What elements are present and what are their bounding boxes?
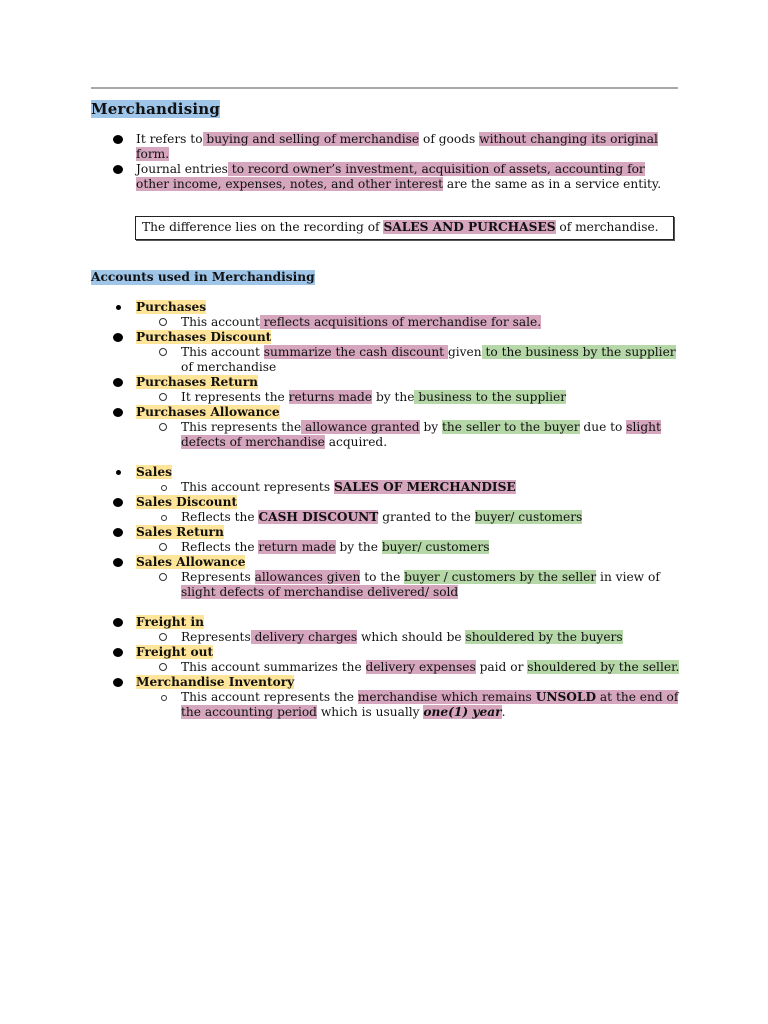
text-segment: This account summarizes the — [181, 660, 366, 674]
account-description — [136, 480, 681, 495]
bullet-disc-icon — [113, 558, 123, 567]
text-segment: paid or — [475, 660, 528, 674]
account-name: Sales Allowance — [136, 555, 246, 569]
bullet-circle-icon — [161, 515, 167, 521]
account-item — [91, 525, 681, 555]
account-item — [91, 330, 681, 375]
account-item — [91, 555, 681, 600]
account-item — [91, 405, 681, 450]
highlighted-text-pink: delivery charges — [250, 630, 358, 644]
highlighted-text-green: the seller to the buyer — [442, 420, 580, 434]
account-item — [91, 645, 681, 675]
highlighted-text-pink: without changing its original form. — [136, 132, 658, 161]
bullet-disc-icon — [113, 648, 123, 657]
highlighted-text-pink: merchandise which remains — [357, 690, 536, 704]
highlighted-text-pink: return made — [258, 540, 336, 554]
account-description — [136, 660, 681, 675]
account-description-list — [136, 480, 681, 495]
account-name: Purchases Allowance — [136, 405, 280, 419]
bullet-circle-icon — [159, 423, 167, 431]
account-description-list — [136, 420, 681, 450]
highlighted-text-pink: one(1) year — [423, 705, 502, 719]
bullet-disc-icon — [113, 678, 123, 687]
account-description — [136, 570, 681, 600]
account-name: Merchandise Inventory — [136, 675, 295, 689]
highlighted-text-pink: buying and selling of merchandise — [202, 132, 420, 146]
highlighted-text-pink: to record owner’s investment, acquisition of assets, accounting for other income, expenses, notes, and other interest — [136, 162, 645, 191]
highlighted-text-pink: slight defects of merchandise delivered/ sold — [181, 585, 459, 599]
text-segment: This account represents — [181, 480, 334, 494]
account-name: Sales Return — [136, 525, 224, 539]
text-segment: by the — [335, 540, 382, 554]
bullet-circle-icon — [161, 695, 167, 701]
highlighted-text-green: business to the supplier — [414, 390, 567, 404]
account-name: Freight in — [136, 615, 204, 629]
text-segment: of merchandise — [181, 360, 277, 374]
account-name: Freight out — [136, 645, 214, 659]
intro-bullet-list — [91, 132, 681, 192]
bullet-circle-icon — [159, 633, 167, 641]
bullet-small-icon — [116, 305, 121, 310]
highlighted-text-pink: CASH DISCOUNT — [258, 510, 379, 524]
highlighted-text-green: shouldered by the seller. — [527, 660, 680, 674]
account-description — [136, 315, 681, 330]
text-segment: which is usually — [317, 705, 424, 719]
highlighted-text-pink: at the end of the accounting period — [181, 690, 679, 719]
callout-suffix: of merchandise. — [555, 220, 659, 234]
account-name: Sales Discount — [136, 495, 238, 509]
account-description-list — [136, 690, 681, 720]
account-description-list — [136, 660, 681, 675]
text-segment: due to — [579, 420, 627, 434]
text-segment: Journal entries — [136, 162, 228, 176]
account-item — [91, 615, 681, 645]
bullet-circle-icon — [161, 485, 167, 491]
text-segment: given — [447, 345, 482, 359]
callout-box — [135, 216, 674, 240]
bullet-disc-icon — [113, 498, 123, 507]
text-segment: This represents the — [181, 420, 302, 434]
text-segment: by the — [372, 390, 415, 404]
account-description-list — [136, 570, 681, 600]
text-segment: . — [501, 705, 506, 719]
bullet-small-icon — [116, 470, 121, 475]
text-segment: of goods — [419, 132, 480, 146]
account-description — [136, 510, 681, 525]
account-description — [136, 630, 681, 645]
bullet-disc-icon — [113, 528, 123, 537]
bullet-circle-icon — [159, 318, 167, 326]
highlighted-text-pink: allowances given — [254, 570, 361, 584]
text-segment: by — [419, 420, 443, 434]
bullet-circle-icon — [159, 543, 167, 551]
account-description-list — [136, 510, 681, 525]
highlighted-text-green: buyer/ customers — [474, 510, 583, 524]
highlighted-text-pink: UNSOLD — [535, 690, 597, 704]
text-segment: Reflects the — [181, 540, 259, 554]
accounts-list — [91, 300, 681, 720]
text-segment: This account represents the — [181, 690, 358, 704]
text-segment: which should be — [357, 630, 466, 644]
highlighted-text-pink: allowance granted — [301, 420, 420, 434]
text-segment: It represents the — [181, 390, 289, 404]
account-description — [136, 390, 681, 405]
text-segment: This account — [181, 315, 260, 329]
account-item — [91, 375, 681, 405]
account-name: Purchases — [136, 300, 207, 314]
document-page — [91, 100, 681, 720]
horizontal-rule — [91, 87, 678, 89]
text-segment: to the — [360, 570, 405, 584]
highlighted-text-green: buyer/ customers — [381, 540, 490, 554]
callout-emphasis: SALES AND PURCHASES — [383, 220, 556, 234]
bullet-disc-icon — [113, 378, 123, 387]
highlighted-text-pink: summarize the cash discount — [263, 345, 448, 359]
text-segment: granted to the — [378, 510, 475, 524]
account-description-list — [136, 630, 681, 645]
intro-bullet-item — [91, 132, 681, 162]
bullet-circle-icon — [159, 348, 167, 356]
account-name: Purchases Return — [136, 375, 258, 389]
account-description — [136, 540, 681, 555]
account-description — [136, 690, 681, 720]
account-item — [91, 675, 681, 720]
callout-prefix: The difference lies on the recording of — [142, 220, 384, 234]
text-segment: Represents — [181, 570, 255, 584]
bullet-disc-icon — [113, 333, 123, 342]
text-segment: in view of — [596, 570, 660, 584]
account-description — [136, 345, 681, 375]
bullet-disc-icon — [113, 135, 123, 144]
text-segment: acquired. — [324, 435, 388, 449]
text-segment: Represents — [181, 630, 251, 644]
bullet-circle-icon — [159, 573, 167, 581]
account-name: Purchases Discount — [136, 330, 272, 344]
account-item — [91, 300, 681, 330]
bullet-disc-icon — [113, 408, 123, 417]
bullet-disc-icon — [113, 165, 123, 174]
account-item — [91, 495, 681, 525]
highlighted-text-green: shouldered by the buyers — [465, 630, 623, 644]
highlighted-text-pink: slight defects of merchandise — [181, 420, 661, 449]
highlighted-text-pink: delivery expenses — [365, 660, 476, 674]
account-item — [91, 465, 681, 495]
bullet-circle-icon — [159, 663, 167, 671]
text-segment: are the same as in a service entity. — [442, 177, 662, 191]
account-description-list — [136, 315, 681, 330]
section-title-accounts: Accounts used in Merchandising — [91, 270, 315, 284]
account-name: Sales — [136, 465, 172, 479]
bullet-circle-icon — [159, 393, 167, 401]
intro-bullet-item — [91, 162, 681, 192]
bullet-disc-icon — [113, 618, 123, 627]
highlighted-text-pink: returns made — [288, 390, 373, 404]
account-description — [136, 420, 681, 450]
highlighted-text-pink: SALES OF MERCHANDISE — [333, 480, 516, 494]
account-description-list — [136, 540, 681, 555]
account-description-list — [136, 345, 681, 375]
highlighted-text-green: to the business by the supplier — [481, 345, 676, 359]
text-segment: It refers to — [136, 132, 203, 146]
highlighted-text-pink: reflects acquisitions of merchandise for sale. — [259, 315, 542, 329]
text-segment: This account — [181, 345, 264, 359]
section-title-merchandising: Merchandising — [91, 100, 221, 118]
highlighted-text-green: buyer / customers by the seller — [404, 570, 597, 584]
account-description-list — [136, 390, 681, 405]
text-segment: Reflects the — [181, 510, 259, 524]
